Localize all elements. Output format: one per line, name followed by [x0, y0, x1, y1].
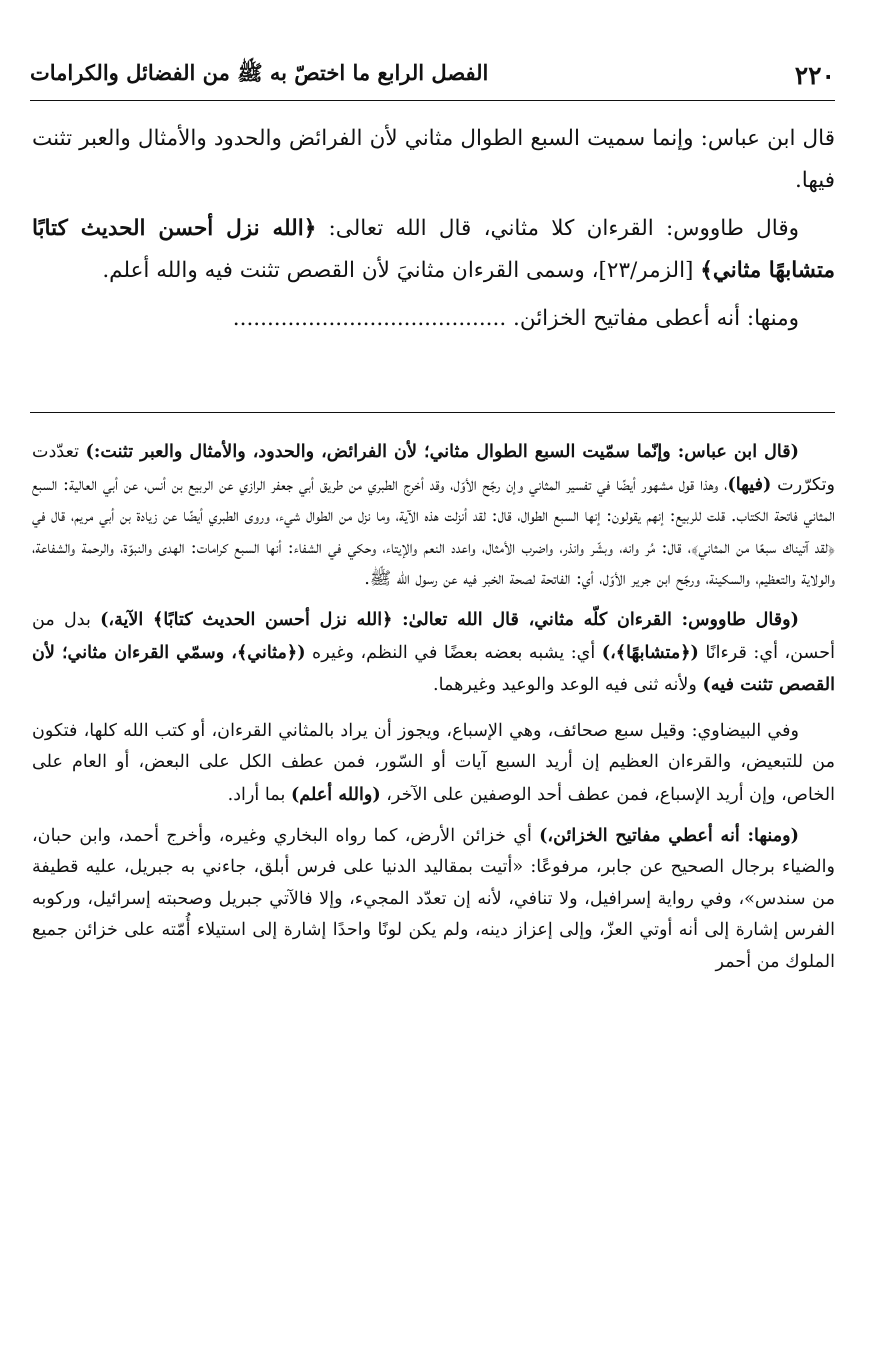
matn-paragraph: قال ابن عباس: وإنما سميت السبع الطوال مثاني لأن الفرائض والحدود والأمثال والعبر تثنت فيها.: [32, 126, 835, 193]
page-number: ٢٢٠: [794, 60, 835, 90]
quoted-matn: (قال ابن عباس: وإنّما سمّيت السبع الطوال مثاني؛ لأن الفرائض، والحدود، والأمثال والعبر تثنت:): [85, 441, 799, 462]
text-run: ولأنه ثنى فيه الوعد والوعيد وغيرهما.: [433, 675, 703, 696]
quran-quote: ﴿الله نزل أحسن الحديث كتابًا متشابهًا مثاني﴾: [32, 216, 835, 283]
text-run: أي: يشبه بعضه بعضًا في النظم، وغيره: [305, 642, 602, 663]
quoted-matn: (فيها): [727, 473, 772, 495]
text-run: وفي البيضاوي: وقيل سبع صحائف، وهي الإسباع، ويجوز أن يراد بالمثاني القرءان، أو كتب الله كلها، فتكون من للتبعيض، والقرءان العظيم إن أريد السبع آيات أو السّور، فمن عطف الكل على البعض، أو العام على الخاص، وإن أريد الإسباع، فمن عطف أحد الوصفين على الآخر،: [32, 720, 835, 805]
quoted-matn: (والله أعلم): [290, 783, 381, 805]
text-run: أي خزائن الأرض، كما رواه البخاري وغيره، وأخرج أحمد، وابن حبان، والضياء برجال الصحيح عن جابر، مرفوعًا: «أتيت بمقاليد الدنيا على فرس أبلق، جاءني به جبريل، عليه قطيفة من سندس»، وفي رواية إسرافيل، ولا تنافي، لأنه إن تعدّد المجيء، وإلا فالآتي جبريل وصحبته إسرائيل، وركوبه الفرس إشارة إلى أنه أوتي العزّ، وإلى إعزاز دينه، ولم يكن لونًا واحدًا إشارة إلى استيلاء أُمّته على خزائن جميع الملوك من أحمر: [32, 825, 835, 972]
commentary-divider: [30, 412, 835, 413]
text-run: بما أراد.: [227, 784, 291, 805]
text-run: وقال طاووس: القرءان كلا مثاني، قال الله تعالى:: [316, 216, 799, 241]
header-rule: [30, 100, 835, 101]
quoted-matn: (ومنها: أنه أعطي مفاتيح الخزائن،): [539, 824, 799, 846]
quoted-matn: (﴿مثاني﴾، وسمّي القرءان مثاني؛ لأن القصص تثنت فيه): [32, 641, 835, 696]
quoted-matn: (وقال طاووس: القرءان كلّه مثاني، قال الله تعالىٰ: ﴿الله نزل أحسن الحديث كتابًا﴾ الآية،): [100, 608, 799, 630]
commentary-paragraph: [32, 436, 835, 596]
text-run: [الزمر/٢٣]، وسمى القرءان مثانيَ لأن القصص تثنت فيه والله أعلم.: [102, 258, 701, 283]
commentary-paragraph: [32, 604, 835, 702]
commentary-paragraph: [32, 716, 835, 812]
matn-paragraph: ومنها: أنه أعطى مفاتيح الخزائن. ........................................: [232, 306, 799, 331]
text-run: بدل من أحسن، أي: قرءانًا: [32, 609, 835, 663]
text-run: تعدّدت وتكرّرت: [32, 442, 836, 495]
commentary-paragraph: [32, 820, 835, 979]
page-header: [30, 58, 835, 92]
main-text: [32, 118, 835, 346]
quoted-matn: (﴿متشابهًا﴾،): [601, 641, 699, 663]
matn-paragraph: [32, 208, 835, 292]
text-run: ، وهذا قول مشهور أيضًا في تفسير المثاني وإن رجّح الأوّل، وقد أخرج الطبري من طريق أبي جعفر الرازي عن الربيع بن أنس، عن أبي العالية: السبع المثاني فاتحة الكتاب. قلت للربيع: إنهم يقولون: إنها السبع الطوال، قال: لقد أنزلت هذه الآية، وما نزل من الطوال شيء، وروى الطبري أيضًا عن زيادة بن أبي مريم، قال في ﴿لقد آتيناك سبعًا من المثاني﴾، قال: مُر وانه، وبشّر وانذر، واضرب الأمثال، واعدد النعم والإيتاء، وحكي في الشفاء: أنها السبع كرامات: الهدى والنبوّة، والرحمة والشفاعة، والولاية والتعظيم، والسكينة، ورجّح ابن جرير الأوّل، أي: الفاتحة لصحة الخبر فيه عن رسول الله ﷺ.: [32, 474, 835, 590]
commentary-text: [32, 436, 835, 987]
running-head: الفصل الرابع ما اختصّ به ﷺ من الفضائل والكرامات: [30, 59, 489, 85]
